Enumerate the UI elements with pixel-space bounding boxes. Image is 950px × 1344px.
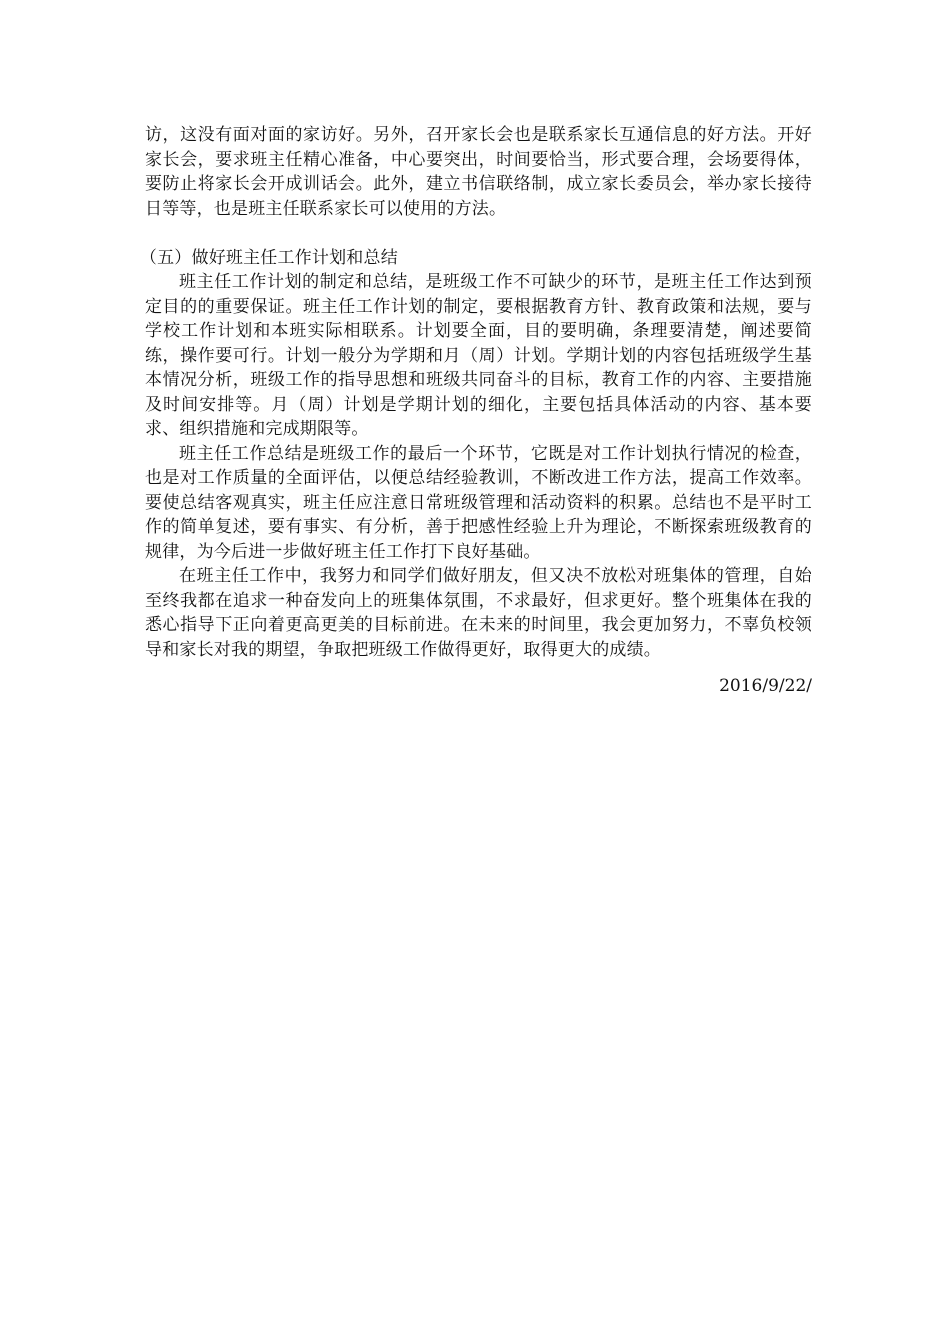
paragraph-parent-contact: 访，这没有面对面的家访好。另外，召开家长会也是联系家长互通信息的好方法。开好家长会，要求班主任精心准备，中心要突出，时间要恰当，形式要合理，会场要得体，要防止将家长会开成训话会。此外，建立书信联络制，成立家长委员会，举办家长接待日等等，也是班主任联系家长可以使用的方法。 <box>145 125 812 219</box>
document-date: 2016/9/22/ <box>719 676 812 696</box>
paragraph-work-summary: 班主任工作总结是班级工作的最后一个环节，它既是对工作计划执行情况的检查，也是对工作质量的全面评估，以便总结经验教训，不断改进工作方法，提高工作效率。要使总结客观真实，班主任应注意日常班级管理和活动资料的积累。总结也不是平时工作的简单复述，要有事实、有分析，善于把感性经验上升为理论，不断探索班级教育的规律，为今后进一步做好班主任工作打下良好基础。 <box>145 443 812 562</box>
document-page <box>139 123 812 699</box>
paragraph-gap <box>145 221 812 246</box>
section-heading-5: （五）做好班主任工作计划和总结 <box>139 247 398 268</box>
paragraph-conclusion: 在班主任工作中，我努力和同学们做好朋友，但又决不放松对班集体的管理，自始至终我都在追求一种奋发向上的班集体氛围，不求最好，但求更好。整个班集体在我的悉心指导下正向着更高更美的目标前进。在未来的时间里，我会更加努力，不辜负校领导和家长对我的期望，争取把班级工作做得更好，取得更大的成绩。 <box>145 566 812 660</box>
paragraph-work-plan: 班主任工作计划的制定和总结，是班级工作不可缺少的环节，是班主任工作达到预定目的的重要保证。班主任工作计划的制定，要根据教育方针、教育政策和法规，要与学校工作计划和本班实际相联系。计划要全面，目的要明确，条理要清楚，阐述要简练，操作要可行。计划一般分为学期和月（周）计划。学期计划的内容包括班级学生基本情况分析，班级工作的指导思想和班级共同奋斗的目标，教育工作的内容、主要措施及时间安排等。月（周）计划是学期计划的细化，主要包括具体活动的内容、基本要求、组织措施和完成期限等。 <box>145 272 812 439</box>
